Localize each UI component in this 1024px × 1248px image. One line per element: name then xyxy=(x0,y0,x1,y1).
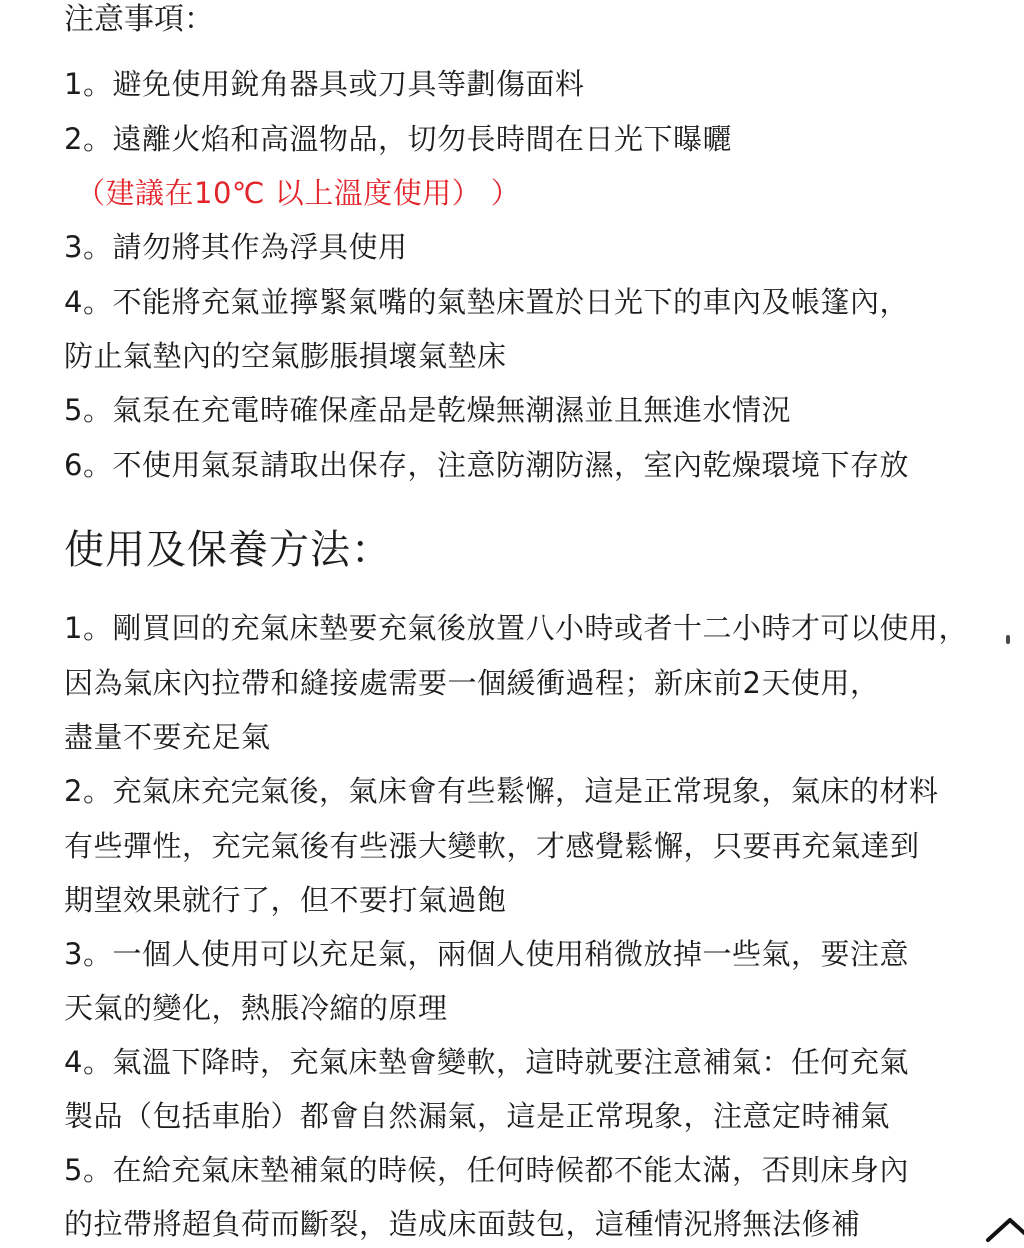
usage-title: 使用及保養方法： xyxy=(64,527,392,573)
notes-line-2: 2。遠離火焰和高溫物品，切勿長時間在日光下曝曬 xyxy=(64,122,732,156)
usage-line-7: 3。一個人使用可以充足氣，兩個人使用稍微放掉一些氣，要注意 xyxy=(64,937,909,971)
notes-line-warning: （建議在10℃ 以上溫度使用） ） xyxy=(76,176,521,210)
usage-line-3: 盡量不要充足氣 xyxy=(64,720,271,754)
usage-line-11: 5。在給充氣床墊補氣的時候，任何時候都不能太滿，否則床身內 xyxy=(64,1153,909,1187)
notes-line-5: 5。氣泵在充電時確保產品是乾燥無潮濕並且無進水情況 xyxy=(64,393,791,427)
usage-line-1: 1。剛買回的充氣床墊要充氣後放置八小時或者十二小時才可以使用， xyxy=(64,611,968,645)
usage-line-2: 因為氣床內拉帶和縫接處需要一個緩衝過程；新床前2天使用， xyxy=(64,666,880,700)
usage-line-10: 製品（包括車胎）都會自然漏氣，這是正常現象，注意定時補氣 xyxy=(64,1099,891,1133)
notes-line-1: 1。避免使用銳角器具或刀具等劃傷面料 xyxy=(64,67,585,101)
notes-line-4-cont: 防止氣墊內的空氣膨脹損壞氣墊床 xyxy=(64,339,507,373)
notes-title: 注意事項： xyxy=(64,2,214,37)
notes-line-4: 4。不能將充氣並擰緊氣嘴的氣墊床置於日光下的車內及帳篷內， xyxy=(64,285,909,319)
notes-line-3: 3。請勿將其作為浮具使用 xyxy=(64,230,408,264)
notes-line-6: 6。不使用氣泵請取出保存，注意防潮防濕，室內乾燥環境下存放 xyxy=(64,448,909,482)
stray-mark xyxy=(1006,635,1010,644)
usage-line-4: 2。充氣床充完氣後，氣床會有些鬆懈，這是正常現象，氣床的材料 xyxy=(64,774,939,808)
usage-line-5: 有些彈性，充完氣後有些漲大變軟，才感覺鬆懈，只要再充氣達到 xyxy=(64,829,920,863)
scroll-to-top-button[interactable] xyxy=(976,1196,1024,1248)
usage-line-9: 4。氣溫下降時，充氣床墊會變軟，這時就要注意補氣：任何充氣 xyxy=(64,1045,909,1079)
usage-line-8: 天氣的變化，熱脹冷縮的原理 xyxy=(64,991,448,1025)
usage-line-6: 期望效果就行了，但不要打氣過飽 xyxy=(64,883,507,917)
usage-line-12: 的拉帶將超負荷而斷裂，造成床面鼓包，這種情況將無法修補 xyxy=(64,1207,861,1241)
chevron-up-icon xyxy=(976,1196,1024,1248)
